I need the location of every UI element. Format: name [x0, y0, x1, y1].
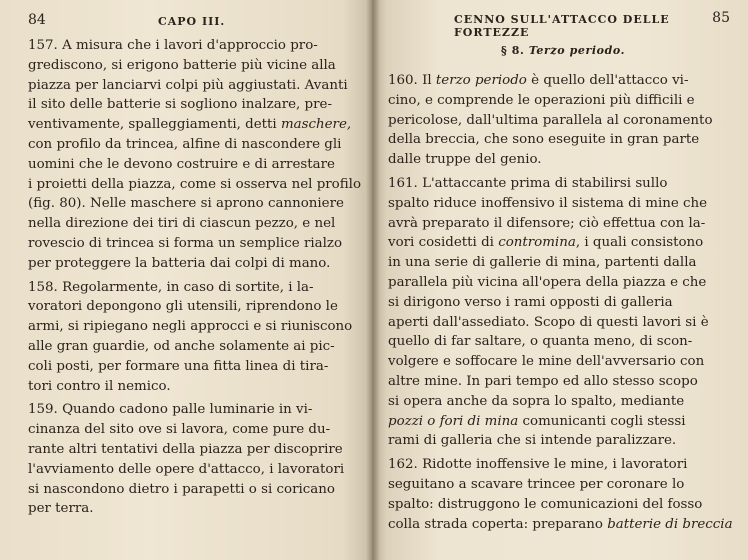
right-page-number: 85 [712, 10, 730, 26]
text-segment: vori cosidetti di [388, 235, 499, 251]
text-line [28, 115, 364, 135]
text-line: per terra. [28, 501, 94, 517]
left-chapter-title: CAPO III. [158, 15, 226, 28]
text-line: avrà preparato il difensore; ciò effettua con la- [388, 215, 706, 231]
section-number: § 8. [500, 44, 525, 57]
text-line: voratori depongono gli utensili, riprendono le [28, 299, 338, 315]
text-line: pericolose, dall'ultima parallela al coronamento [388, 112, 713, 128]
text-line [388, 71, 738, 91]
text-line: uomini che le devono costruire e di arrestare [28, 156, 335, 172]
italic-term-terzo-periodo: terzo periodo [435, 73, 527, 88]
left-page [0, 0, 372, 560]
text-line: 157. A misura che i lavori d'approccio pro- [28, 38, 318, 53]
text-segment: ventivamente, spalleggiamenti, detti [28, 117, 281, 133]
text-line: 158. Regolarmente, in caso di sortite, i la- [28, 279, 314, 295]
text-line: seguitano a scavare trincee per coronare lo [388, 476, 685, 492]
text-line: altre mine. In pari tempo ed allo stesso scopo [388, 373, 698, 389]
text-line: grediscono, si erigono batterie più vicine alla [28, 57, 336, 73]
italic-term-batterie: batterie di breccia [607, 516, 733, 532]
italic-term-maschere: maschere, [280, 117, 352, 133]
text-line: spalto: distruggono le comunicazioni del fosso [388, 496, 703, 512]
text-line: armi, si ripiegano negli approcci e si riuniscono [28, 319, 353, 335]
text-line: tori contro il nemico. [28, 378, 171, 394]
text-segment: 160. Il [388, 73, 436, 88]
text-segment: comunicanti cogli stessi [518, 413, 686, 429]
text-line: i proietti della piazza, come si osserva nel profilo [28, 176, 362, 192]
right-running-head [388, 10, 738, 39]
text-line: parallela più vicina all'opera della piazza e che [388, 274, 707, 290]
text-line: cinanza del sito ove si lavora, come pure du- [28, 422, 331, 438]
text-line [388, 412, 738, 432]
text-line: spalto riduce inoffensivo il sistema di mine che [388, 195, 708, 211]
text-line: dalle truppe del genio. [388, 152, 542, 168]
paragraph-160 [388, 71, 738, 170]
text-line: in una serie di gallerie di mina, partenti dalla [388, 255, 697, 271]
text-line: rovescio di trincea si forma un semplice rialzo [28, 235, 343, 251]
text-line: l'avviamento delle opere d'attacco, i lavoratori [28, 461, 345, 477]
text-line: 159. Quando cadono palle luminarie in vi- [28, 402, 313, 418]
text-line: con profilo da trincea, alfine di nascondere gli [28, 136, 342, 152]
text-line: volgere e soffocare le mine dell'avversario con [388, 354, 705, 370]
text-line: si dirigono verso i rami opposti di galleria [388, 294, 673, 310]
text-line: rami di galleria che si intende paralizzare. [388, 433, 677, 449]
text-line: si opera anche da sopra lo spalto, mediante [388, 393, 685, 409]
text-line: 161. L'attaccante prima di stabilirsi sullo [388, 175, 668, 191]
text-line: della breccia, che sono eseguite in gran parte [388, 132, 700, 148]
text-line: piazza per lanciarvi colpi più aggiustati. Avanti [28, 77, 348, 93]
text-line: nella direzione dei tiri di ciascun pezzo, e nel [28, 216, 336, 232]
text-line: 162. Ridotte inoffensive le mine, i lavoratori [388, 457, 688, 473]
paragraph-161 [388, 174, 738, 451]
text-segment: colla strada coperta: preparano [388, 516, 608, 532]
text-line: coli posti, per formare una fitta linea di tira- [28, 358, 329, 374]
text-line: aperti dall'assediato. Scopo di questi lavori si è [388, 314, 709, 330]
paragraph-157 [28, 36, 364, 274]
section-title: Terzo periodo. [528, 44, 626, 57]
text-line: alle gran guardie, od anche solamente ai pic- [28, 338, 335, 354]
right-running-title: CENNO SULL'ATTACCO DELLE FORTEZZE [454, 13, 670, 39]
paragraph-159 [28, 400, 364, 519]
section-heading [388, 44, 738, 57]
text-line: il sito delle batterie si sogliono inalzare, pre- [28, 97, 332, 113]
text-line: per proteggere la batteria dai colpi di mano. [28, 255, 331, 271]
text-segment: , i quali consistono [575, 235, 704, 251]
text-line: cino, e comprende le operazioni più difficili e [388, 92, 695, 108]
text-line [388, 233, 738, 253]
text-line: quello di far saltare, o quanta meno, di scon- [388, 334, 693, 350]
text-line [388, 515, 738, 535]
paragraph-158 [28, 278, 364, 397]
italic-term-pozzi: pozzi o fori di mina [388, 413, 519, 429]
text-line: (fig. 80). Nelle maschere si aprono cannoniere [28, 196, 344, 212]
right-page [372, 0, 748, 560]
left-page-number: 84 [28, 12, 46, 28]
text-segment: è quello dell'attacco vi- [526, 73, 689, 88]
text-line: rante altri tentativi della piazza per discoprire [28, 441, 343, 457]
paragraph-162 [388, 455, 738, 534]
italic-term-contromina: contromina [498, 235, 576, 251]
left-running-head [28, 14, 364, 36]
text-line: si nascondono dietro i parapetti o si coricano [28, 481, 335, 497]
